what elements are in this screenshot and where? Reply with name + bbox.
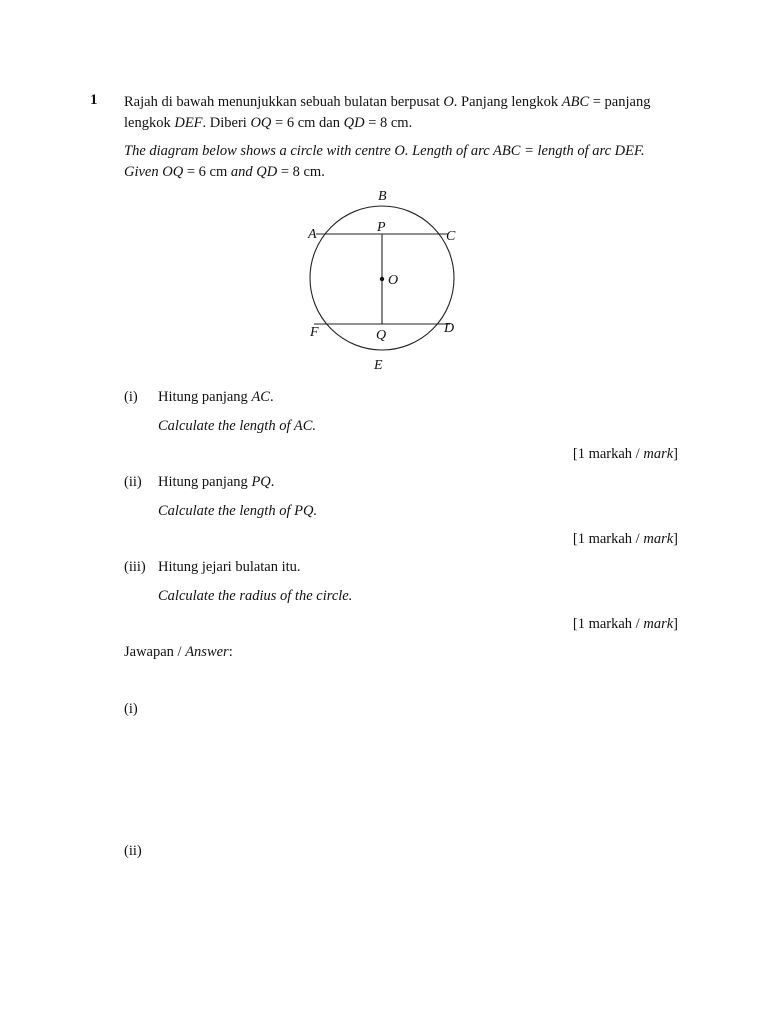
part-ii-mark	[573, 531, 678, 548]
answer-part-i: (i)	[124, 701, 138, 717]
question-number: 1	[90, 92, 98, 108]
text-run: mark	[643, 616, 674, 632]
text-run: . Diberi	[202, 115, 251, 131]
part-ii-english: Calculate the length of PQ.	[158, 503, 318, 519]
question-malay-line-2	[124, 113, 412, 133]
part-iii-english: Calculate the radius of the circle.	[158, 588, 353, 604]
text-run: Hitung panjang	[158, 389, 252, 405]
text-run: .	[270, 474, 275, 490]
part-ii-malay	[158, 474, 274, 491]
part-i-english: Calculate the length of AC.	[158, 418, 317, 434]
text-run: Hitung panjang	[158, 474, 252, 490]
text-run: [1 markah /	[572, 531, 644, 547]
label-p: P	[377, 220, 386, 235]
text-run: Jawapan /	[124, 644, 186, 660]
question-malay-line-1	[124, 92, 650, 112]
text-run: [1 markah /	[572, 446, 644, 462]
label-f: F	[310, 325, 319, 340]
text-run: lengkok	[124, 115, 175, 131]
text-run: OQ	[162, 164, 184, 180]
circle-diagram	[300, 184, 480, 374]
text-run: mark	[643, 446, 674, 462]
label-b: B	[378, 189, 387, 204]
text-run: = 8 cm.	[364, 115, 413, 131]
text-run: ]	[673, 446, 678, 462]
text-run: = 6 cm	[183, 164, 231, 180]
text-run: QD	[343, 115, 365, 131]
text-run: Given	[124, 164, 163, 180]
label-e: E	[374, 358, 383, 373]
part-i-number: (i)	[124, 389, 138, 405]
part-iii-malay	[158, 559, 301, 576]
text-run: PQ	[251, 474, 271, 490]
text-run: DEF	[174, 115, 203, 131]
text-run: :	[228, 644, 233, 660]
text-run: ABC	[561, 94, 590, 110]
text-run: Rajah di bawah menunjukkan sebuah bulatan berpusat	[124, 94, 444, 110]
part-iii-mark	[573, 616, 678, 633]
text-run: [1 markah /	[572, 616, 644, 632]
text-run: mark	[643, 531, 674, 547]
label-c: C	[446, 229, 456, 244]
answer-label	[124, 644, 233, 661]
text-run: O	[443, 94, 454, 110]
label-o: O	[388, 273, 399, 288]
part-i-mark	[573, 446, 678, 463]
centre-point	[380, 277, 384, 281]
part-iii-number: (iii)	[124, 559, 146, 575]
text-run: . Panjang lengkok	[453, 94, 562, 110]
text-run: AC	[251, 389, 270, 405]
text-run: ]	[673, 531, 678, 547]
text-run: OQ	[250, 115, 272, 131]
text-run: and	[230, 164, 253, 180]
answer-part-ii: (ii)	[124, 843, 142, 859]
label-a: A	[308, 227, 317, 242]
text-run: ]	[673, 616, 678, 632]
text-run: Hitung jejari bulatan itu.	[158, 559, 301, 575]
text-run: .	[269, 389, 274, 405]
part-i-malay	[158, 389, 274, 406]
question-english-line-2	[124, 162, 325, 182]
text-run: = 6 cm dan	[271, 115, 344, 131]
text-run: = 8 cm.	[277, 164, 325, 180]
label-d: D	[444, 321, 455, 336]
part-ii-number: (ii)	[124, 474, 142, 490]
text-run: Answer	[185, 644, 229, 660]
question-english-line-1: The diagram below shows a circle with centre O. Length of arc ABC = length of arc DEF.	[124, 143, 645, 159]
text-run: = panjang	[589, 94, 651, 110]
text-run: QD	[252, 164, 278, 180]
label-q: Q	[376, 328, 387, 343]
